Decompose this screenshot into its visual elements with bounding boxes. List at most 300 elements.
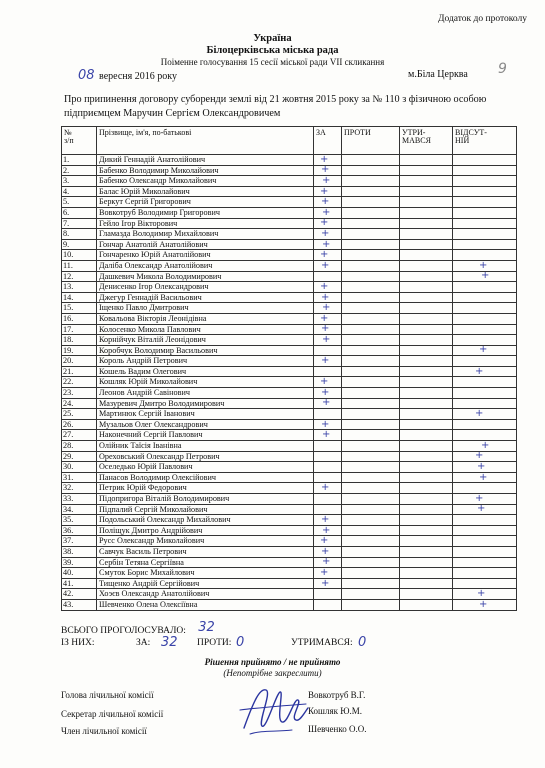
table-row (62, 515, 517, 526)
row-for-cell: + (314, 229, 342, 240)
row-absent-cell (453, 398, 517, 409)
row-absent-cell (453, 377, 517, 388)
row-number: 13. (62, 282, 97, 293)
table-row (62, 462, 517, 473)
header-absent: ВІДСУТ- НІЙ (453, 127, 517, 155)
row-for-cell (314, 409, 342, 420)
row-for-cell: + (314, 536, 342, 547)
row-absent-cell (453, 292, 517, 303)
row-against-cell (342, 186, 400, 197)
row-for-cell: + (314, 324, 342, 335)
total-voted-value: 32 (198, 620, 215, 635)
row-number: 39. (62, 557, 97, 568)
country-title: Україна (253, 33, 292, 44)
row-name: Гончар Анатолій Анатолійович (97, 239, 314, 250)
row-for-cell: + (314, 250, 342, 261)
row-name: Смуток Борис Михайлович (97, 568, 314, 579)
row-name: Підопригора Віталій Володимирович (97, 494, 314, 505)
row-abstain-cell (400, 366, 453, 377)
row-abstain-cell (400, 250, 453, 261)
row-abstain-cell (400, 441, 453, 452)
row-absent-cell: + (453, 441, 517, 452)
total-voted-label: ВСЬОГО ПРОГОЛОСУВАЛО: (61, 626, 186, 636)
abstain-value: 0 (358, 635, 367, 650)
row-name: Гончаренко Юрій Анатолійович (97, 250, 314, 261)
row-against-cell (342, 578, 400, 589)
row-name: Петрик Юрій Федорович (97, 483, 314, 494)
decision-note: (Непотрібне закреслити) (223, 668, 322, 678)
row-for-cell: + (314, 313, 342, 324)
row-against-cell (342, 356, 400, 367)
row-absent-cell (453, 282, 517, 293)
row-for-cell: + (314, 260, 342, 271)
row-name: Вовкотруб Володимир Григорович (97, 207, 314, 218)
table-row (62, 494, 517, 505)
row-absent-cell (453, 155, 517, 166)
table-row (62, 451, 517, 462)
row-number: 32. (62, 483, 97, 494)
page-number: 9 (498, 61, 507, 77)
date-line (78, 68, 177, 83)
row-name: Балас Юрій Миколайович (97, 186, 314, 197)
against-label: ПРОТИ: (197, 638, 232, 648)
row-against-cell (342, 568, 400, 579)
row-number: 33. (62, 494, 97, 505)
row-absent-cell: + (453, 494, 517, 505)
row-abstain-cell (400, 345, 453, 356)
row-number: 26. (62, 419, 97, 430)
row-for-cell: + (314, 557, 342, 568)
decision-line: Рішення прийнято / не прийнято (204, 657, 341, 667)
row-abstain-cell (400, 546, 453, 557)
table-row (62, 218, 517, 229)
row-number: 27. (62, 430, 97, 441)
row-absent-cell (453, 239, 517, 250)
row-for-cell: + (314, 356, 342, 367)
row-number: 15. (62, 303, 97, 314)
row-absent-cell (453, 388, 517, 399)
row-abstain-cell (400, 419, 453, 430)
table-row (62, 165, 517, 176)
row-absent-cell (453, 568, 517, 579)
row-for-cell: + (314, 398, 342, 409)
row-abstain-cell (400, 186, 453, 197)
row-name: Даліба Олександр Анатолійович (97, 260, 314, 271)
table-row (62, 303, 517, 314)
row-for-cell: + (314, 525, 342, 536)
row-for-cell (314, 441, 342, 452)
row-number: 9. (62, 239, 97, 250)
row-name: Савчук Василь Петрович (97, 546, 314, 557)
row-name: Джегур Геннадій Васильович (97, 292, 314, 303)
row-number: 21. (62, 366, 97, 377)
row-abstain-cell (400, 568, 453, 579)
row-absent-cell (453, 186, 517, 197)
row-abstain-cell (400, 197, 453, 208)
signature-name-chair: Вовкотруб В.Г. (308, 690, 366, 700)
row-against-cell (342, 176, 400, 187)
abstain-label: УТРИМАВСЯ: (291, 638, 353, 648)
row-abstain-cell (400, 260, 453, 271)
row-absent-cell: + (453, 589, 517, 600)
row-against-cell (342, 207, 400, 218)
table-header-row (62, 127, 517, 155)
row-abstain-cell (400, 515, 453, 526)
row-name: Сербін Тетяна Сергіївна (97, 557, 314, 568)
row-abstain-cell (400, 335, 453, 346)
row-for-cell (314, 345, 342, 356)
row-abstain-cell (400, 271, 453, 282)
table-row (62, 324, 517, 335)
row-absent-cell (453, 229, 517, 240)
row-for-cell: + (314, 419, 342, 430)
table-row (62, 155, 517, 166)
row-abstain-cell (400, 229, 453, 240)
table-row (62, 483, 517, 494)
row-against-cell (342, 197, 400, 208)
table-row (62, 504, 517, 515)
row-absent-cell (453, 313, 517, 324)
header-number: № з/п (62, 127, 97, 155)
row-number: 20. (62, 356, 97, 367)
row-number: 23. (62, 388, 97, 399)
row-against-cell (342, 239, 400, 250)
vote-table (61, 126, 517, 611)
row-against-cell (342, 515, 400, 526)
row-against-cell (342, 229, 400, 240)
row-absent-cell (453, 303, 517, 314)
row-number: 18. (62, 335, 97, 346)
row-against-cell (342, 292, 400, 303)
row-number: 40. (62, 568, 97, 579)
row-number: 37. (62, 536, 97, 547)
row-number: 17. (62, 324, 97, 335)
table-row (62, 536, 517, 547)
row-name: Поліщук Дмитро Андрійович (97, 525, 314, 536)
row-abstain-cell (400, 239, 453, 250)
handwritten-signature (236, 680, 311, 740)
row-name: Кошель Вадим Олегович (97, 366, 314, 377)
row-abstain-cell (400, 483, 453, 494)
row-against-cell (342, 324, 400, 335)
row-abstain-cell (400, 557, 453, 568)
row-against-cell (342, 388, 400, 399)
row-absent-cell (453, 356, 517, 367)
row-name: Денисенко Ігор Олександрович (97, 282, 314, 293)
date-text: вересня 2016 року (99, 71, 177, 82)
table-row (62, 229, 517, 240)
signature-role-member: Член лічильної комісії (61, 726, 147, 736)
table-row (62, 409, 517, 420)
addendum-note: Додаток до протоколу (438, 14, 527, 24)
vote-table-body (62, 155, 517, 611)
city-label: м.Біла Церква (408, 69, 468, 80)
row-number: 38. (62, 546, 97, 557)
row-absent-cell: + (453, 409, 517, 420)
row-abstain-cell (400, 536, 453, 547)
signature-role-secretary: Секретар лічильної комісії (61, 709, 164, 719)
table-row (62, 525, 517, 536)
row-for-cell: + (314, 165, 342, 176)
table-row (62, 430, 517, 441)
table-row (62, 546, 517, 557)
row-against-cell (342, 260, 400, 271)
row-for-cell: + (314, 546, 342, 557)
header-name: Прізвище, ім'я, по-батькові (97, 127, 314, 155)
row-number: 14. (62, 292, 97, 303)
row-for-cell: + (314, 303, 342, 314)
row-number: 22. (62, 377, 97, 388)
row-name: Кошляк Юрій Миколайович (97, 377, 314, 388)
row-name: Підпалий Сергій Миколайович (97, 504, 314, 515)
row-for-cell: + (314, 578, 342, 589)
row-name: Леонов Андрій Савінович (97, 388, 314, 399)
row-abstain-cell (400, 409, 453, 420)
row-against-cell (342, 282, 400, 293)
row-number: 24. (62, 398, 97, 409)
row-number: 4. (62, 186, 97, 197)
row-abstain-cell (400, 324, 453, 335)
table-row (62, 472, 517, 483)
row-name: Шевченко Олена Олексіївна (97, 599, 314, 610)
table-row (62, 197, 517, 208)
header-against: ПРОТИ (342, 127, 400, 155)
table-row (62, 557, 517, 568)
row-name: Гейло Ігор Вікторович (97, 218, 314, 229)
table-row (62, 441, 517, 452)
row-absent-cell (453, 419, 517, 430)
row-absent-cell (453, 218, 517, 229)
row-number: 2. (62, 165, 97, 176)
row-name: Олійник Таїсія Іванівна (97, 441, 314, 452)
row-against-cell (342, 504, 400, 515)
row-abstain-cell (400, 155, 453, 166)
header-abstain: УТРИ- МАВСЯ (400, 127, 453, 155)
row-absent-cell (453, 176, 517, 187)
row-name: Гламазда Володимир Михайлович (97, 229, 314, 240)
row-against-cell (342, 377, 400, 388)
table-row (62, 388, 517, 399)
row-for-cell: + (314, 335, 342, 346)
table-row (62, 377, 517, 388)
row-against-cell (342, 335, 400, 346)
row-number: 7. (62, 218, 97, 229)
row-absent-cell: + (453, 260, 517, 271)
row-absent-cell (453, 430, 517, 441)
row-name: Дикий Геннадій Анатолійович (97, 155, 314, 166)
row-name: Беркут Сергій Григорович (97, 197, 314, 208)
row-number: 12. (62, 271, 97, 282)
row-for-cell: + (314, 197, 342, 208)
table-row (62, 207, 517, 218)
row-absent-cell (453, 207, 517, 218)
row-name: Король Андрій Петрович (97, 356, 314, 367)
table-row (62, 176, 517, 187)
row-against-cell (342, 546, 400, 557)
row-absent-cell: + (453, 345, 517, 356)
row-abstain-cell (400, 589, 453, 600)
row-for-cell: + (314, 292, 342, 303)
row-abstain-cell (400, 599, 453, 610)
row-for-cell (314, 366, 342, 377)
row-number: 11. (62, 260, 97, 271)
row-name: Тищенко Андрій Сергійович (97, 578, 314, 589)
row-number: 36. (62, 525, 97, 536)
row-against-cell (342, 441, 400, 452)
row-name: Панасов Володимир Олексійович (97, 472, 314, 483)
row-name: Оселедько Юрій Павлович (97, 462, 314, 473)
row-absent-cell (453, 335, 517, 346)
row-number: 30. (62, 462, 97, 473)
row-number: 8. (62, 229, 97, 240)
row-against-cell (342, 494, 400, 505)
resolution-subject: Про припинення договору суборенди землі від 21 жовтня 2015 року за № 110 з фізичною особою підприємцем Маручин Сергієм Олександровичем (64, 94, 487, 119)
row-for-cell: + (314, 515, 342, 526)
row-abstain-cell (400, 430, 453, 441)
handwritten-day: 08 (78, 68, 95, 83)
row-absent-cell (453, 557, 517, 568)
table-row (62, 313, 517, 324)
row-abstain-cell (400, 504, 453, 515)
row-number: 43. (62, 599, 97, 610)
row-abstain-cell (400, 292, 453, 303)
row-name: Русс Олександр Миколайович (97, 536, 314, 547)
table-row (62, 345, 517, 356)
row-against-cell (342, 165, 400, 176)
row-number: 10. (62, 250, 97, 261)
row-number: 29. (62, 451, 97, 462)
signature-name-secretary: Кошляк Ю.М. (308, 706, 362, 716)
row-abstain-cell (400, 388, 453, 399)
row-abstain-cell (400, 462, 453, 473)
row-number: 19. (62, 345, 97, 356)
row-against-cell (342, 599, 400, 610)
row-name: Ореховський Олександр Петрович (97, 451, 314, 462)
table-row (62, 568, 517, 579)
row-number: 35. (62, 515, 97, 526)
row-for-cell (314, 451, 342, 462)
row-abstain-cell (400, 303, 453, 314)
row-number: 6. (62, 207, 97, 218)
row-absent-cell: + (453, 462, 517, 473)
header-for: ЗА (314, 127, 342, 155)
table-row (62, 398, 517, 409)
row-abstain-cell (400, 398, 453, 409)
row-name: Іщенко Павло Дмитрович (97, 303, 314, 314)
row-for-cell: + (314, 176, 342, 187)
row-absent-cell (453, 165, 517, 176)
table-row (62, 366, 517, 377)
signature-name-member: Шевченко О.О. (308, 724, 367, 734)
row-number: 31. (62, 472, 97, 483)
row-number: 41. (62, 578, 97, 589)
row-abstain-cell (400, 282, 453, 293)
row-for-cell: + (314, 377, 342, 388)
table-row (62, 356, 517, 367)
row-absent-cell: + (453, 451, 517, 462)
row-for-cell (314, 494, 342, 505)
row-for-cell: + (314, 155, 342, 166)
total-voted (61, 622, 215, 637)
table-row (62, 599, 517, 610)
row-against-cell (342, 525, 400, 536)
row-absent-cell (453, 324, 517, 335)
table-row (62, 419, 517, 430)
row-for-cell (314, 472, 342, 483)
row-number: 1. (62, 155, 97, 166)
row-against-cell (342, 483, 400, 494)
row-against-cell (342, 218, 400, 229)
row-abstain-cell (400, 494, 453, 505)
row-name: Корнійчук Віталій Леонідович (97, 335, 314, 346)
row-absent-cell: + (453, 504, 517, 515)
row-name: Коробчук Володимир Васильович (97, 345, 314, 356)
row-number: 16. (62, 313, 97, 324)
row-against-cell (342, 462, 400, 473)
row-against-cell (342, 345, 400, 356)
row-absent-cell: + (453, 271, 517, 282)
row-against-cell (342, 155, 400, 166)
row-abstain-cell (400, 176, 453, 187)
row-name: Бабенко Володимир Миколайович (97, 165, 314, 176)
row-against-cell (342, 250, 400, 261)
against-value: 0 (236, 635, 245, 650)
table-row (62, 186, 517, 197)
row-for-cell (314, 504, 342, 515)
row-for-cell (314, 462, 342, 473)
row-absent-cell (453, 250, 517, 261)
session-line: Поіменне голосування 15 сесії міської ради VII скликання (160, 57, 385, 67)
row-abstain-cell (400, 207, 453, 218)
row-name: Бабенко Олександр Миколайович (97, 176, 314, 187)
row-number: 42. (62, 589, 97, 600)
row-abstain-cell (400, 377, 453, 388)
row-for-cell (314, 271, 342, 282)
row-for-cell: + (314, 282, 342, 293)
table-row (62, 335, 517, 346)
table-row (62, 292, 517, 303)
row-against-cell (342, 472, 400, 483)
row-number: 3. (62, 176, 97, 187)
row-for-cell: + (314, 239, 342, 250)
table-row (62, 239, 517, 250)
row-abstain-cell (400, 165, 453, 176)
row-absent-cell (453, 525, 517, 536)
row-for-cell: + (314, 483, 342, 494)
row-absent-cell (453, 546, 517, 557)
row-against-cell (342, 536, 400, 547)
row-abstain-cell (400, 578, 453, 589)
row-name: Хоэєв Олександр Анатолійович (97, 589, 314, 600)
row-abstain-cell (400, 525, 453, 536)
row-absent-cell (453, 197, 517, 208)
council-title: Білоцерківська міська рада (206, 45, 339, 56)
row-name: Дашкевич Микола Володимирович (97, 271, 314, 282)
row-number: 34. (62, 504, 97, 515)
row-for-cell (314, 589, 342, 600)
row-absent-cell (453, 578, 517, 589)
table-row (62, 260, 517, 271)
table-row (62, 282, 517, 293)
row-name: Наконечний Сергій Павлович (97, 430, 314, 441)
row-absent-cell (453, 536, 517, 547)
row-for-cell: + (314, 207, 342, 218)
row-against-cell (342, 271, 400, 282)
row-abstain-cell (400, 313, 453, 324)
row-name: Колосенко Микола Павлович (97, 324, 314, 335)
row-absent-cell: + (453, 472, 517, 483)
row-for-cell: + (314, 430, 342, 441)
